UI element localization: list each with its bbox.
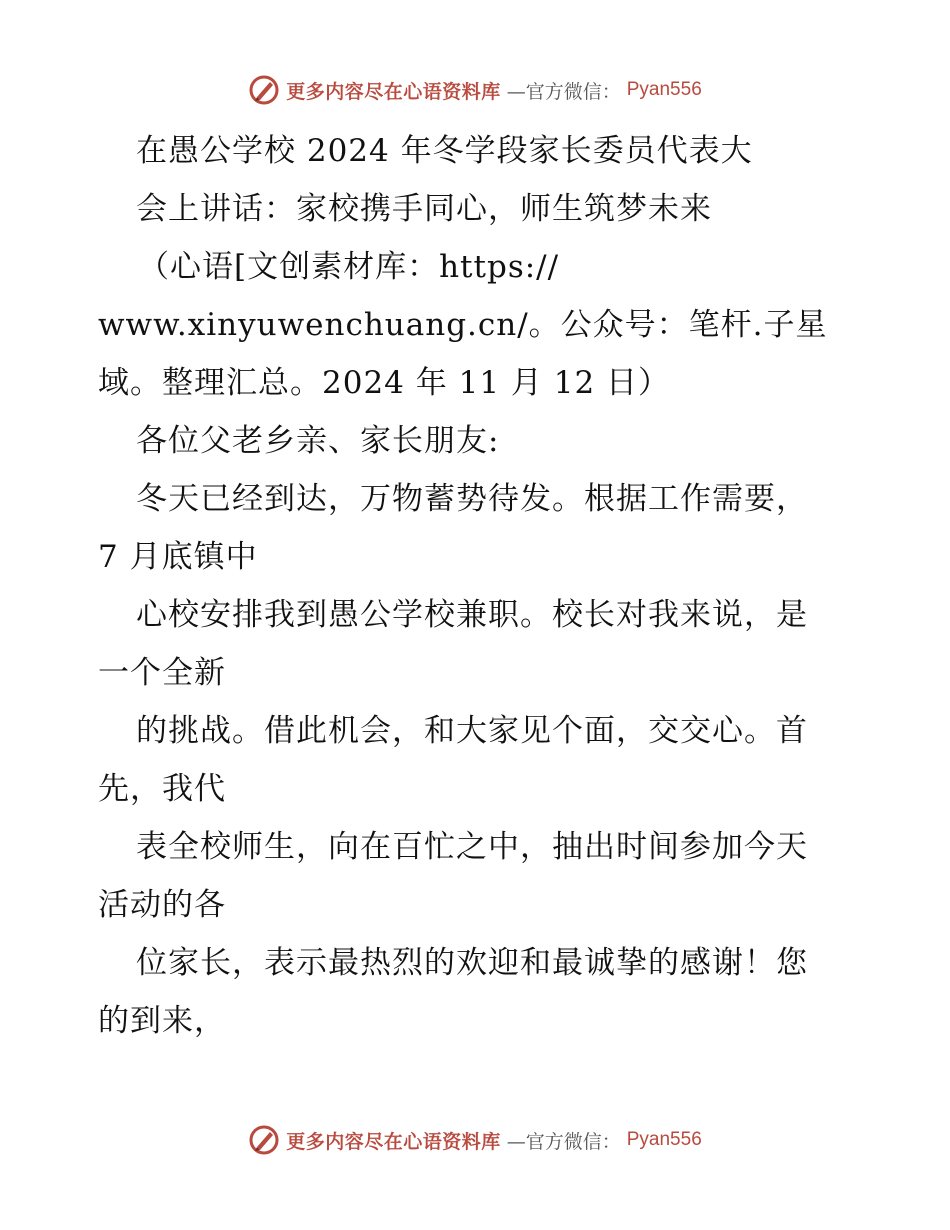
footer-watermark [0,1120,950,1160]
paragraph-line: 先，我代 [98,771,226,807]
source-line-3: 域。整理汇总。2024 年 11 月 12 日） [98,365,671,401]
header-watermark [0,70,950,110]
source-line-2: www.xinyuwenchuang.cn/。公众号：笔杆.子星 [98,307,828,343]
watermark-text: 更多内容尽在心语资料库 [286,80,501,103]
paragraph-line: 一个全新 [98,655,226,691]
document-body [98,122,858,1050]
paragraph-line: 表全校师生，向在百忙之中，抽出时间参加今天 [136,829,808,865]
title-line-2: 会上讲话：家校携手同心，师生筑梦未来 [136,191,712,227]
watermark-wechat-id: Pyan556 [626,1129,702,1150]
source-line-1: （心语[文创素材库：https:// [138,249,560,285]
paragraph-line: 冬天已经到达，万物蓄势待发。根据工作需要， [136,481,808,517]
pen-logo-icon [248,74,280,106]
watermark-separator: —官方微信： [506,1130,621,1153]
paragraph-line: 位家长，表示最热烈的欢迎和最诚挚的感谢！您 [136,945,808,981]
title-line-1: 在愚公学校 2024 年冬学段家长委员代表大 [136,133,753,169]
watermark-separator: —官方微信： [506,80,621,103]
pen-logo-icon [248,1124,280,1156]
paragraph-line: 7 月底镇中 [98,539,258,575]
salutation: 各位父老乡亲、家长朋友: [136,423,500,459]
paragraph-line: 的挑战。借此机会，和大家见个面，交交心。首 [136,713,808,749]
paragraph-line: 活动的各 [98,887,226,923]
paragraph-line: 的到来， [98,1003,226,1039]
watermark-wechat-id: Pyan556 [626,79,702,100]
watermark-text: 更多内容尽在心语资料库 [286,1130,501,1153]
paragraph-line: 心校安排我到愚公学校兼职。校长对我来说，是 [136,597,808,633]
